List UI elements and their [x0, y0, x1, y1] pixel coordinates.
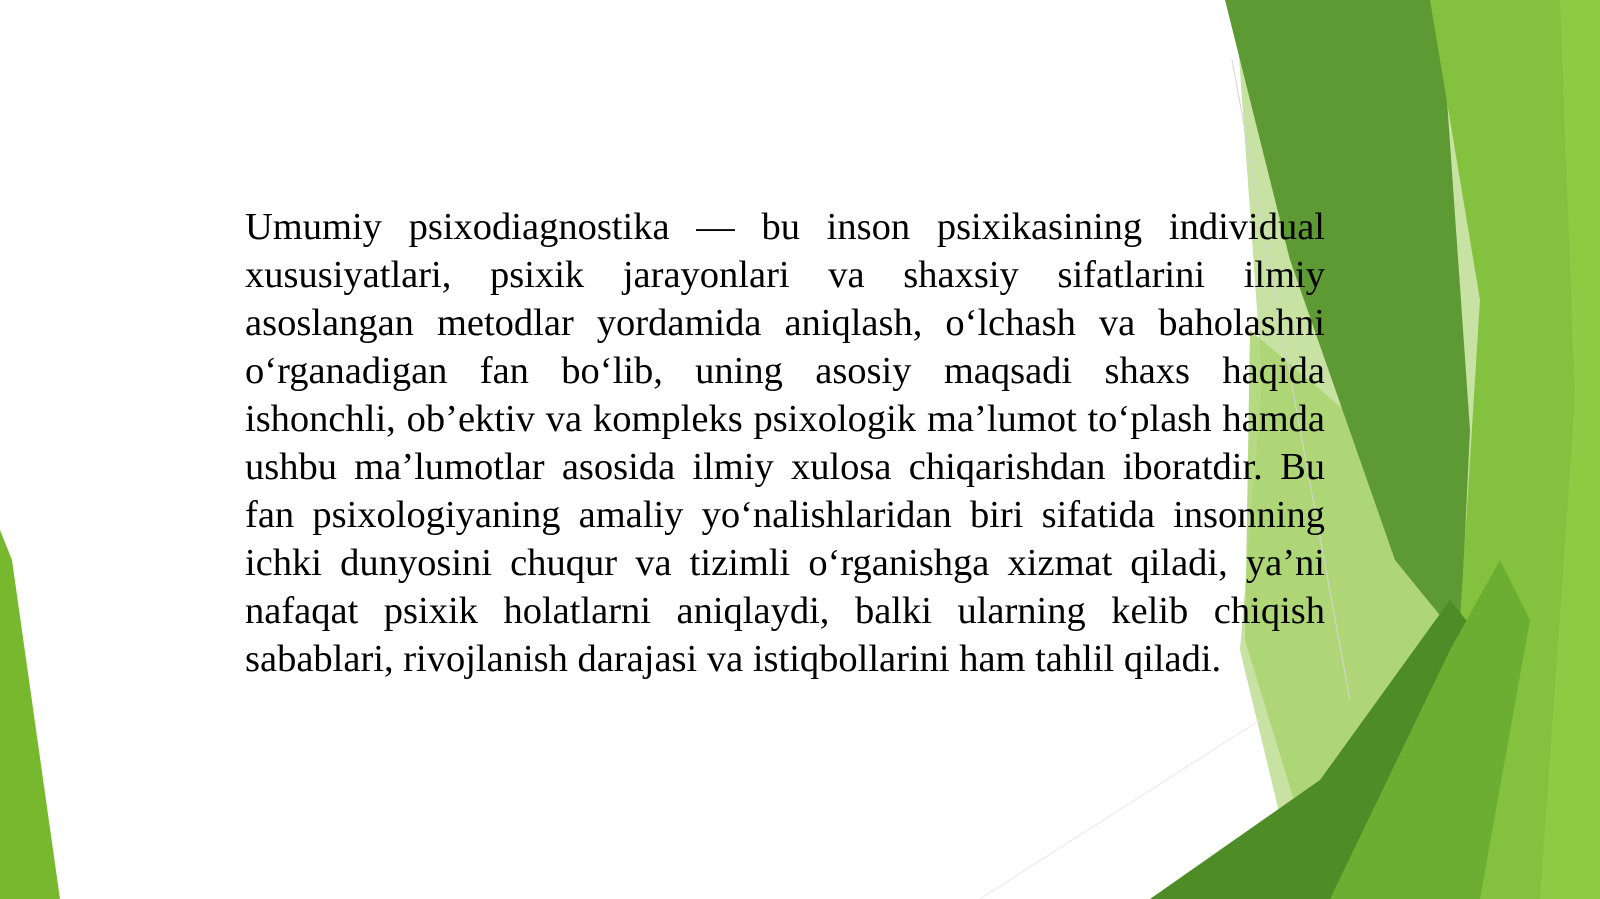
main-paragraph: Umumiy psixodiagnostika — bu inson psixikasining individual xususiyatlari, psixik jarayonlari va shaxsiy sifatlarini ilmiy asoslangan metodlar yordamida aniqlash, o‘lchash va baholashni o‘rganadigan fan bo‘lib, uning asosiy maqsadi shaxs haqida ishonchli, ob’ektiv va kompleks psixologik ma’lumot to‘plash hamda ushbu ma’lumotlar asosida ilmiy xulosa chiqarishdan iboratdir. Bu fan psixologiyaning amaliy yo‘nalishlaridan biri sifatida insonning ichki dunyosini chuqur va tizimli o‘rganishga xizmat qiladi, ya’ni nafaqat psixik holatlarni aniqlaydi, balki ularning kelib chiqish sabablari, rivojlanish darajasi va istiqbollarini ham tahlil qiladi. — [245, 206, 1325, 680]
left-green-sliver — [0, 530, 60, 899]
